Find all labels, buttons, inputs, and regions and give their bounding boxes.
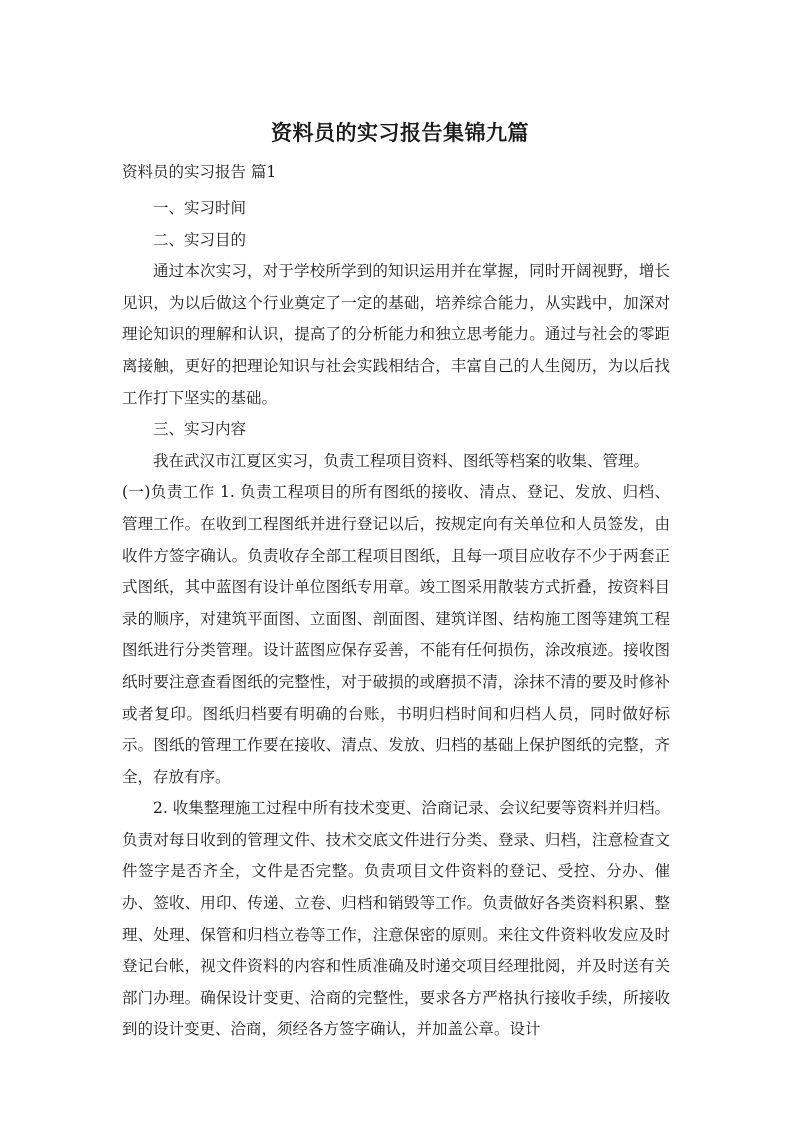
section-heading-time: 一、实习时间 — [153, 199, 247, 217]
paragraph-duty-2: 2. 收集整理施工过程中所有技术变更、洽商记录、会议纪要等资料并归档。负责对每日收到的管理文件、技术交底文件进行分类、登录、归档，注意检查文件签字是否齐全，文件是否完整。负责项目文件资料的登记、受控、分办、催办、签收、用印、传递、立卷、归档和销毁等工作。负责做好各类资料积累、整理、处理、保管和归档立卷等工作，注意保密的原则。来往文件资料收发应及时登记台帐，视文件资料的内容和性质准确及时递交项目经理批阅，并及时送有关部门办理。确保设计变更、洽商的完整性，要求各方严格执行接收手续，所接收到的设计变更、洽商，须经各方签字确认，并加盖公章。设计 — [122, 799, 670, 1039]
paragraph-location: 我在武汉市江夏区实习，负责工程项目资料、图纸等档案的收集、管理。 — [153, 451, 650, 470]
document-title: 资料员的实习报告集锦九篇 — [271, 121, 529, 145]
section-heading-content: 三、实习内容 — [153, 420, 247, 439]
document-body — [122, 193, 670, 1046]
section-heading-purpose: 二、实习目的 — [153, 230, 247, 249]
paragraph-purpose: 通过本次实习，对于学校所学到的知识运用并在掌握，同时开阔视野，增长见识，为以后做这个行业奠定了一定的基础，培养综合能力，从实践中，加深对理论知识的理解和认识，提高了的分析能力和独立思考能力。通过与社会的零距离接触，更好的把理论知识与社会实践相结合，丰富自己的人生阅历，为以后找工作打下坚实的基础。 — [122, 262, 670, 407]
paragraph-duty-1: (一)负责工作 1. 负责工程项目的所有图纸的接收、清点、登记、发放、归档、管理工作。在收到工程图纸并进行登记以后，按规定向有关单位和人员签发，由收件方签字确认。负责收存全部工程项目图纸，且每一项目应收存不少于两套正式图纸，其中蓝图有设计单位图纸专用章。竣工图采用散装方式折叠，按资料目录的顺序，对建筑平面图、立面图、剖面图、建筑详图、结构施工图等建筑工程图纸进行分类管理。设计蓝图应保存妥善，不能有任何损伤，涂改痕迹。接收图纸时要注意查看图纸的完整性，对于破损的或磨损不清，涂抹不清的要及时修补或者复印。图纸归档要有明确的台账，书明归档时间和归档人员，同时做好标示。图纸的管理工作要在接收、清点、发放、归档的基础上保护图纸的完整，齐全，存放有序。 — [122, 483, 670, 786]
report-subtitle: 资料员的实习报告 篇1 — [122, 163, 277, 181]
